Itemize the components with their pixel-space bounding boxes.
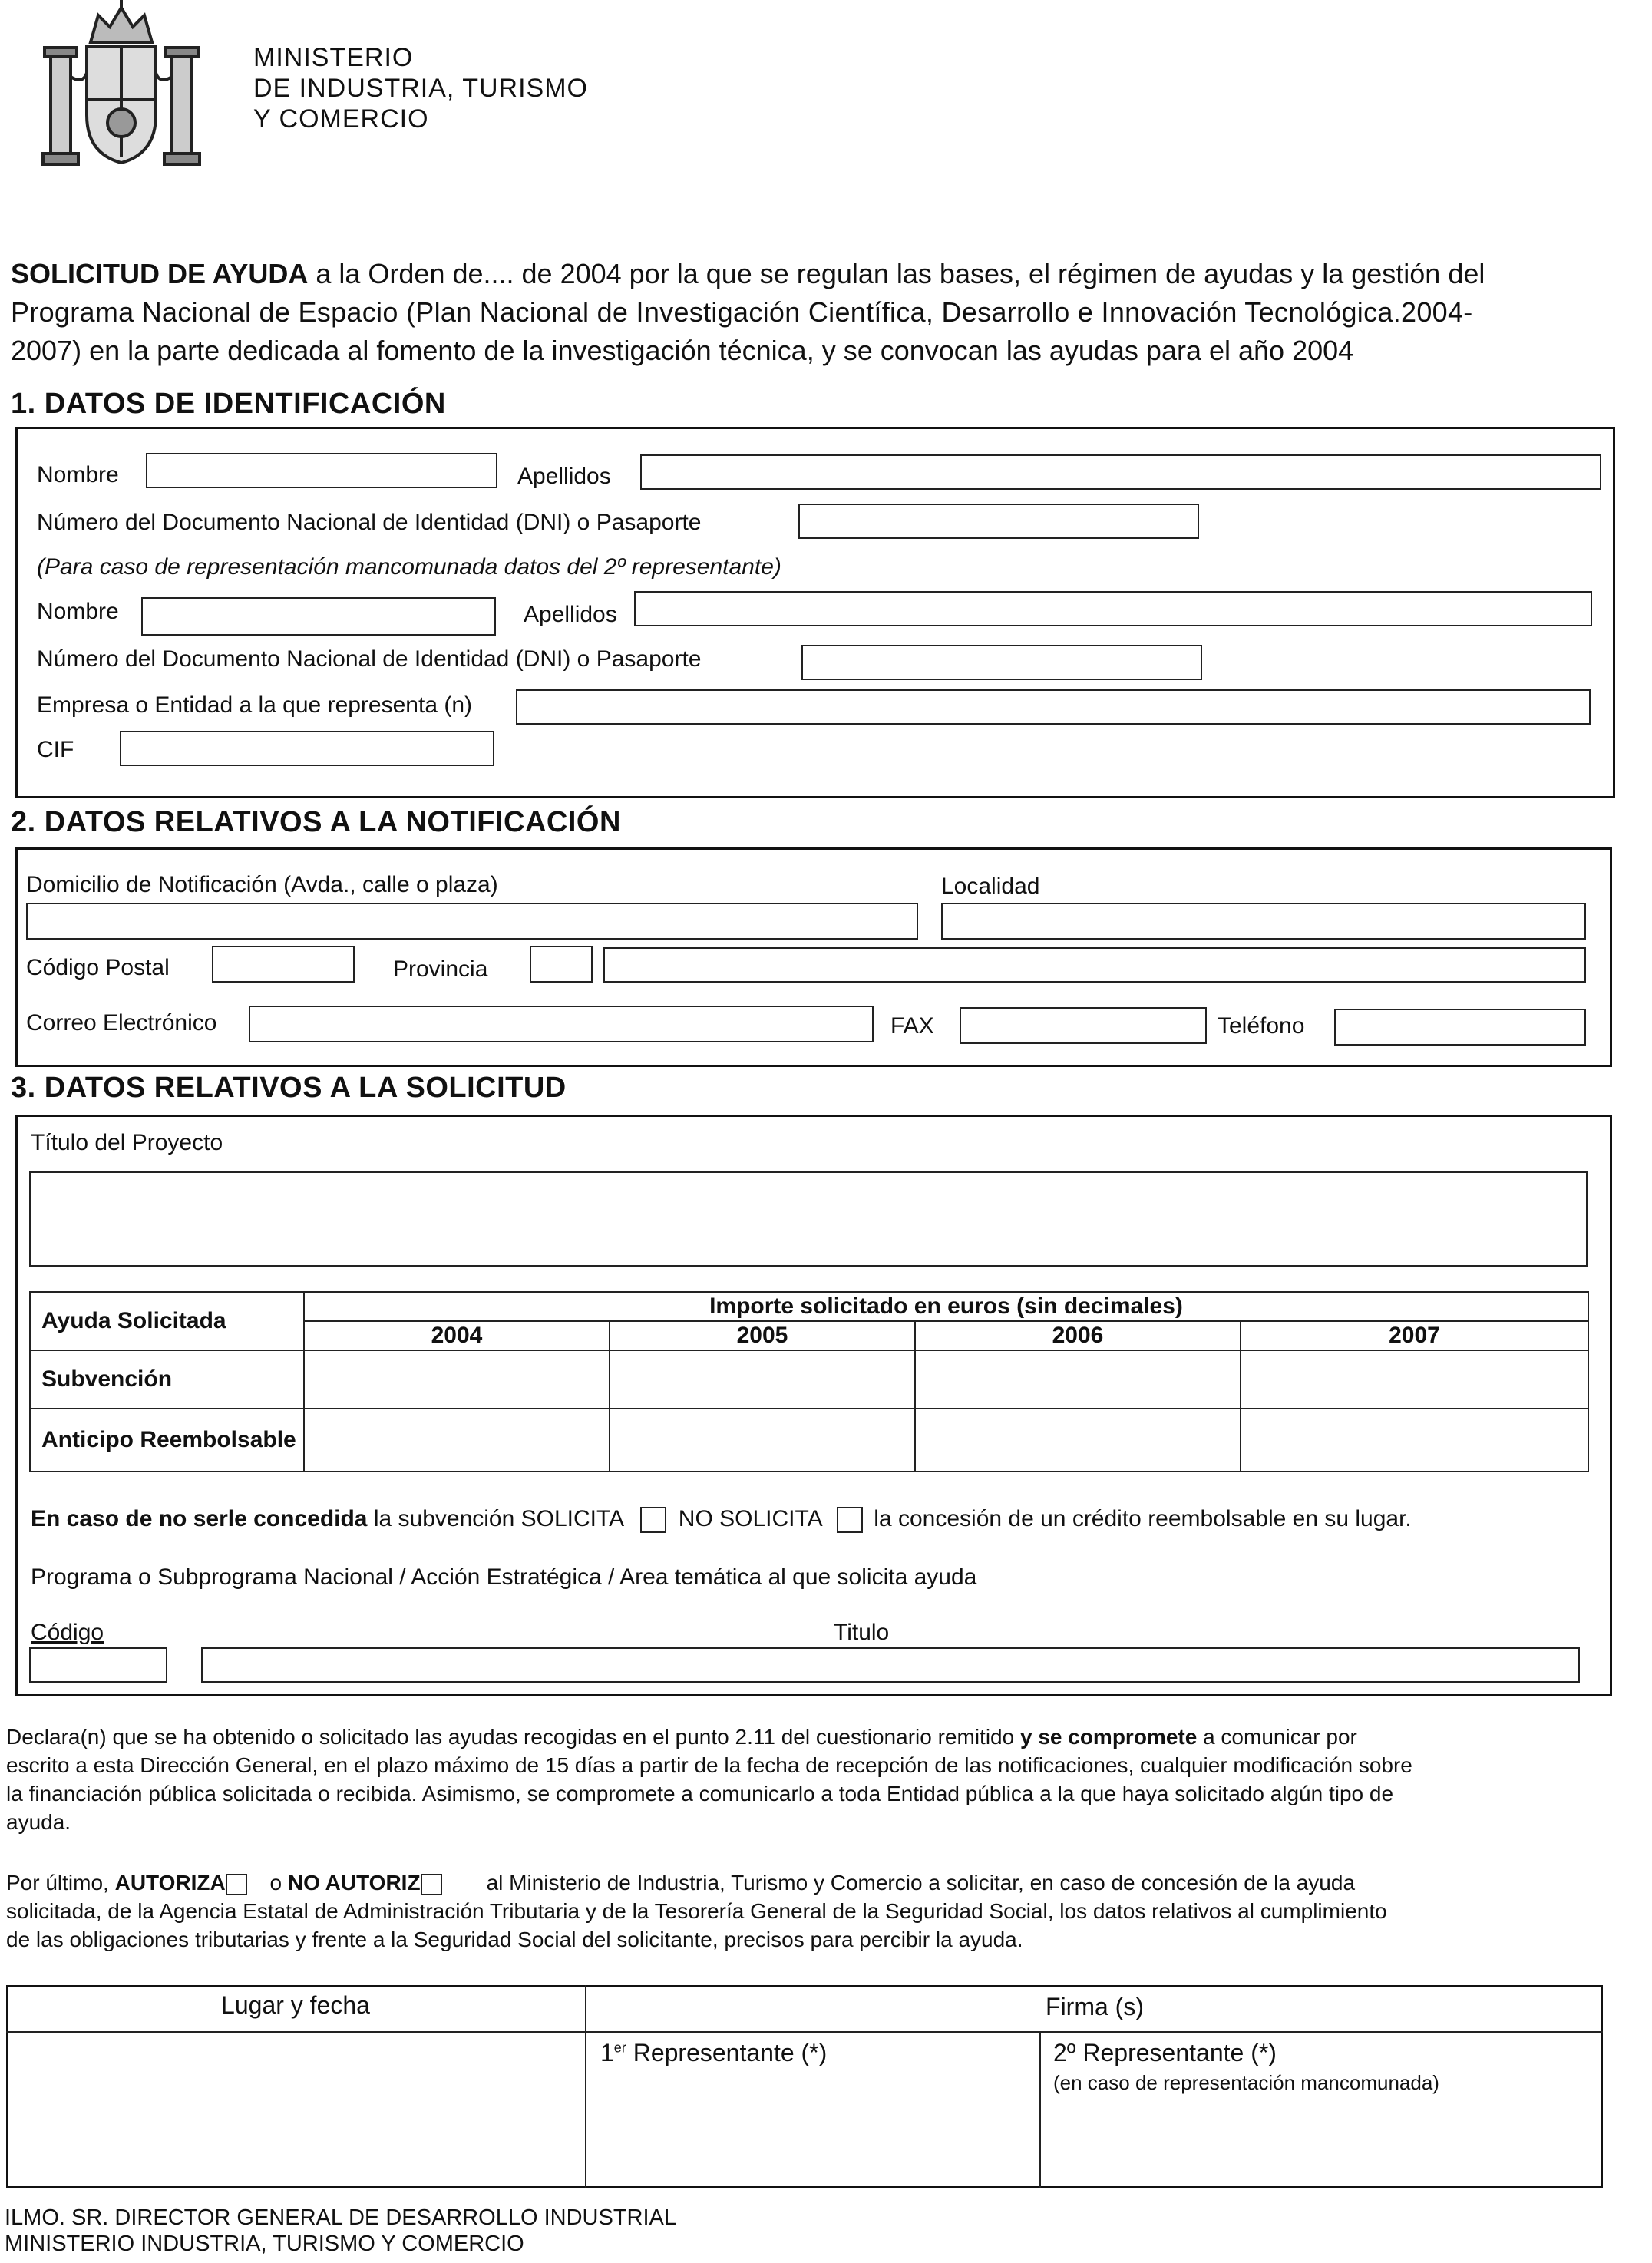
importe-header: Importe solicitado en euros (sin decimales) bbox=[304, 1292, 1588, 1321]
intro-bold: SOLICITUD DE AYUDA bbox=[11, 258, 309, 289]
no-autoriza-label: NO AUTORIZ bbox=[287, 1871, 421, 1895]
codigo-label: Código bbox=[31, 1620, 104, 1645]
apellidos-label: Apellidos bbox=[517, 464, 611, 489]
footer bbox=[5, 2205, 676, 2257]
correo-input[interactable] bbox=[249, 1006, 874, 1042]
programa-label: Programa o Subprograma Nacional / Acción Estratégica / Area temática al que solicita ayuda bbox=[31, 1564, 977, 1590]
section1-title: 1. DATOS DE IDENTIFICACIÓN bbox=[11, 388, 446, 420]
empresa-label: Empresa o Entidad a la que representa (n) bbox=[37, 692, 472, 718]
autoriza-checkbox[interactable] bbox=[226, 1874, 247, 1895]
localidad-label: Localidad bbox=[941, 874, 1040, 899]
subvencion-2004-cell[interactable] bbox=[304, 1350, 610, 1409]
anticipo-2007-cell[interactable] bbox=[1241, 1409, 1588, 1472]
provincia-label: Provincia bbox=[393, 956, 488, 982]
anticipo-2004-cell[interactable] bbox=[304, 1409, 610, 1472]
intro-line-3: 2007) en la parte dedicada al fomento de la investigación técnica, y se convocan las ayudas para el año 2004 bbox=[11, 335, 1354, 366]
anticipo-label: Anticipo Reembolsable bbox=[30, 1409, 304, 1472]
domicilio-label: Domicilio de Notificación (Avda., calle o plaza) bbox=[26, 872, 498, 897]
rep1-text: Representante (*) bbox=[626, 2039, 828, 2066]
dni-input[interactable] bbox=[798, 504, 1199, 539]
ayuda-table bbox=[29, 1291, 1589, 1472]
no-solicita-checkbox[interactable] bbox=[837, 1507, 863, 1533]
rep2-label[interactable]: 2º Representante (*) bbox=[1053, 2039, 1277, 2066]
fax-label: FAX bbox=[890, 1013, 934, 1039]
lugar-fecha-label: Lugar y fecha bbox=[221, 1991, 370, 2019]
section3-title: 3. DATOS RELATIVOS A LA SOLICITUD bbox=[11, 1072, 567, 1104]
footer-line-1: ILMO. SR. DIRECTOR GENERAL DE DESARROLLO INDUSTRIAL bbox=[5, 2205, 677, 2230]
declara-line-2: escrito a esta Dirección General, en el plazo máximo de 15 días a partir de la fecha de recepción de las notificaciones, cualquier modificación sobre bbox=[6, 1753, 1412, 1777]
empresa-input[interactable] bbox=[516, 689, 1591, 725]
cif-label: CIF bbox=[37, 737, 74, 762]
year-2004-header: 2004 bbox=[304, 1321, 610, 1350]
rep1-sup: er bbox=[613, 2040, 626, 2056]
codigo-input[interactable] bbox=[29, 1647, 167, 1683]
cif-input[interactable] bbox=[120, 731, 494, 766]
caso-text2: la concesión de un crédito reembolsable en su lugar. bbox=[874, 1506, 1412, 1531]
apellidos2-label: Apellidos bbox=[524, 602, 617, 627]
autoriza-label: AUTORIZA bbox=[114, 1871, 226, 1895]
declara-line-1a: Declara(n) que se ha obtenido o solicitado las ayudas recogidas en el punto 2.11 del cuestionario remitido bbox=[6, 1725, 1020, 1749]
subvencion-2005-cell[interactable] bbox=[610, 1350, 915, 1409]
rep1-label[interactable] bbox=[600, 2039, 827, 2067]
declara-line-3: la financiación pública solicitada o recibida. Asimismo, se compromete a comunicarlo a toda Entidad pública a la que haya solicitado algún tipo de bbox=[6, 1782, 1394, 1805]
nombre-input[interactable] bbox=[146, 453, 497, 488]
subvencion-2007-cell[interactable] bbox=[1241, 1350, 1588, 1409]
domicilio-input[interactable] bbox=[26, 903, 918, 940]
autoriza-prefix: Por último, bbox=[6, 1871, 115, 1895]
intro-paragraph bbox=[11, 255, 1646, 370]
ministry-name bbox=[253, 42, 588, 134]
declara-line-4: ayuda. bbox=[6, 1810, 71, 1834]
no-solicita-label: NO SOLICITA bbox=[678, 1506, 821, 1531]
subvencion-2006-cell[interactable] bbox=[915, 1350, 1241, 1409]
declara-paragraph bbox=[6, 1723, 1646, 1836]
correo-label: Correo Electrónico bbox=[26, 1010, 217, 1036]
caso-line bbox=[31, 1506, 1412, 1533]
codigo-postal-input[interactable] bbox=[212, 946, 355, 983]
no-autoriza-checkbox[interactable] bbox=[421, 1874, 442, 1895]
coat-of-arms-logo bbox=[37, 0, 206, 173]
titulo-proyecto-label: Título del Proyecto bbox=[31, 1130, 223, 1155]
ayuda-header: Ayuda Solicitada bbox=[30, 1292, 304, 1350]
intro-line-2: Programa Nacional de Espacio (Plan Nacional de Investigación Científica, Desarrollo e Innovación Tecnológica.2004- bbox=[11, 296, 1473, 328]
caso-bold: En caso de no serle concedida bbox=[31, 1506, 368, 1531]
intro-line-1: a la Orden de.... de 2004 por la que se regulan las bases, el régimen de ayudas y la gestión del bbox=[308, 258, 1485, 289]
year-2005-header: 2005 bbox=[610, 1321, 915, 1350]
solicita-checkbox[interactable] bbox=[640, 1507, 666, 1533]
titulo-proyecto-input[interactable] bbox=[29, 1171, 1588, 1267]
telefono-input[interactable] bbox=[1334, 1009, 1586, 1046]
autoriza-paragraph bbox=[6, 1868, 1646, 1954]
fax-input[interactable] bbox=[960, 1007, 1207, 1044]
nombre2-label: Nombre bbox=[37, 599, 119, 624]
dni-label: Número del Documento Nacional de Identidad (DNI) o Pasaporte bbox=[37, 510, 702, 535]
titulo-label: Titulo bbox=[834, 1620, 890, 1645]
firma-divider-v2 bbox=[1039, 2031, 1041, 2188]
rep2-note: (Para caso de representación mancomunada datos del 2º representante) bbox=[37, 554, 781, 580]
autoriza-line-3: de las obligaciones tributarias y frente a la Seguridad Social del solicitante, precisos para percibir la ayuda. bbox=[6, 1928, 1023, 1951]
telefono-label: Teléfono bbox=[1218, 1013, 1305, 1039]
rep1-num: 1 bbox=[600, 2039, 614, 2066]
year-2006-header: 2006 bbox=[915, 1321, 1241, 1350]
autoriza-o: o bbox=[263, 1871, 288, 1895]
ministry-line-3: Y COMERCIO bbox=[253, 104, 429, 134]
year-2007-header: 2007 bbox=[1241, 1321, 1588, 1350]
ministry-line-1: MINISTERIO bbox=[253, 43, 414, 72]
firmas-label: Firma (s) bbox=[1046, 1993, 1144, 2020]
localidad-input[interactable] bbox=[941, 903, 1586, 940]
footer-line-2: MINISTERIO INDUSTRIA, TURISMO Y COMERCIO bbox=[5, 2232, 524, 2256]
autoriza-rest-1: al Ministerio de Industria, Turismo y Comercio a solicitar, en caso de concesión de la ayuda bbox=[486, 1871, 1356, 1895]
dni2-input[interactable] bbox=[801, 645, 1202, 680]
section2-title: 2. DATOS RELATIVOS A LA NOTIFICACIÓN bbox=[11, 806, 621, 838]
nombre2-input[interactable] bbox=[141, 597, 496, 636]
subvencion-label: Subvención bbox=[30, 1350, 304, 1409]
titulo-input[interactable] bbox=[201, 1647, 1580, 1683]
provincia-code-input[interactable] bbox=[530, 946, 593, 983]
ministry-line-2: DE INDUSTRIA, TURISMO bbox=[253, 74, 588, 103]
anticipo-2005-cell[interactable] bbox=[610, 1409, 915, 1472]
apellidos2-input[interactable] bbox=[634, 591, 1592, 626]
rep2-note-label: (en caso de representación mancomunada) bbox=[1053, 2071, 1439, 2094]
lugar-fecha-cell[interactable] bbox=[8, 2033, 583, 2186]
provincia-input[interactable] bbox=[603, 947, 1586, 983]
declara-line-1b: y se compromete bbox=[1019, 1725, 1198, 1749]
nombre-label: Nombre bbox=[37, 462, 119, 487]
anticipo-2006-cell[interactable] bbox=[915, 1409, 1241, 1472]
caso-text1: la subvención SOLICITA bbox=[367, 1506, 623, 1531]
apellidos-input[interactable] bbox=[640, 454, 1601, 490]
codigo-postal-label: Código Postal bbox=[26, 955, 170, 980]
autoriza-line-2: solicitada, de la Agencia Estatal de Administración Tributaria y de la Tesorería General de la Seguridad Social, los datos relativos al cumplimiento bbox=[6, 1899, 1387, 1923]
declara-line-1c: a comunicar por bbox=[1197, 1725, 1357, 1749]
dni2-label: Número del Documento Nacional de Identidad (DNI) o Pasaporte bbox=[37, 646, 702, 672]
